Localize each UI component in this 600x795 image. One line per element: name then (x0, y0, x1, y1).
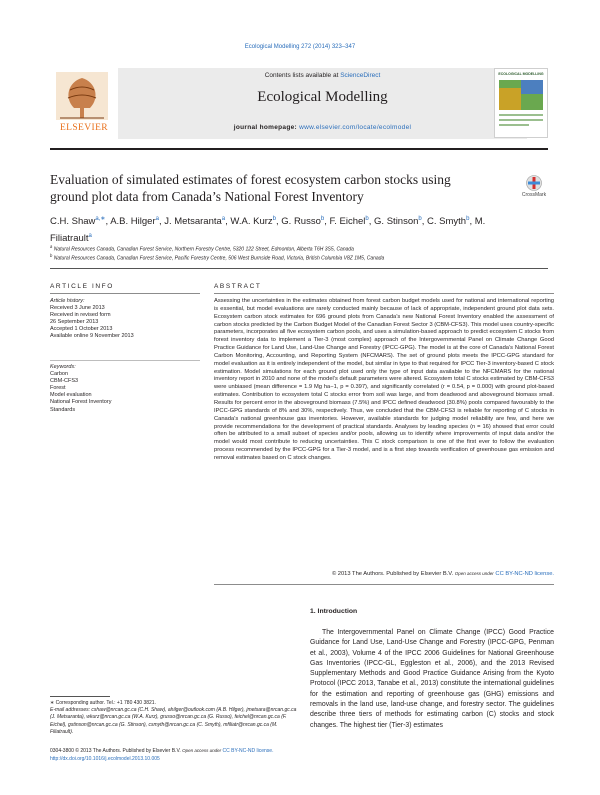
copyright-text: © 2013 The Authors. Published by Elsevier B.V. (331, 571, 454, 577)
author-list: C.H. Shaw$^{a,∗}$, A.B. Hilger$^a$, J. Metsaranta$^a$, W.A. Kurz$^b$, G. Russo$^b$, F. Eichel$^b$, G. Stinson$^b$, C. Smyth$^b$, M. Filiatrault$^a$ (50, 216, 486, 245)
elsevier-wordmark: ELSEVIER (59, 123, 109, 133)
article-info-heading: ARTICLE INFO (50, 283, 114, 290)
history-item: Received 3 June 2013 (50, 305, 105, 312)
keyword: Standards (50, 406, 76, 413)
history-item: Received in revised form (50, 312, 111, 319)
affiliation: $^a$ Natural Resources Canada, Canadian Forest Service, Northern Forestry Centre, 5320 122 Street, Edmonton, Alberta T6H 3S5, Canada (50, 244, 354, 253)
abstract-copyright (214, 571, 554, 577)
contents-line (118, 72, 527, 79)
abstract-rule (214, 293, 554, 294)
article-title: Evaluation of simulated estimates of forest ecosystem carbon stocks using ground plot data from Canada’s National Forest Inventory (50, 172, 451, 204)
footer-open-access: Open access under (182, 748, 222, 753)
journal-title: Ecological Modelling (257, 89, 388, 105)
keyword: Carbon (50, 371, 69, 378)
author[interactable]: F. Eichel$^b$ (329, 216, 369, 228)
keyword: National Forest Inventory (50, 399, 112, 406)
doi-link[interactable]: http://dx.doi.org/10.1016/j.ecolmodel.2013.10.005 (50, 755, 160, 762)
header-divider (50, 148, 548, 150)
corresponding-author-footnote (50, 700, 300, 736)
crossmark-badge[interactable] (517, 175, 551, 205)
journal-citation[interactable]: Ecological Modelling 272 (2014) 323–347 (244, 44, 356, 50)
keyword: CBM-CFS3 (50, 378, 79, 385)
abstract-text: Assessing the uncertainties in the estimates obtained from forest carbon budget models used for national and international reporting is essential, but model evaluations are rarely conducted mainly because of lack of appropriate, independent ground plot data sets. Ecosystem carbon stock estimates for 696 ground plots from Canada’s new National Forest Inventory enabled the assessment of carbon stocks predicted by the Carbon Budget Model of the Canadian Forest Sector 3 (CBM-CFS3). This model uses country-specific parameters, incorporates all five ecosystem carbon pools, and uses a simulation-based approach to predict ecosystem C stocks from forest inventory data to implement a Tier-3 (most complex) approach of the Intergovernmental Panel on Climate Change Good Practice Guidance for Land Use, Land-Use Change and Forestry (IPCC-GPG). The model is at the core of Canada’s National Forest Carbon Monitoring, Accounting, and Reporting System (NFCMARS). The set of ground plots meets the IPCC-GPG standard for model evaluation as it is entirely independent of the model, but similar in type to that required for IPCC Tier-3 inventory-based C stock estimation. Model simulations for each ground plot used only the type of input data available to the NFCMARS for the national inventory report in 2010 and none of the model’s default parameters were altered. Ecosystem total C stocks estimated by CBM-CFS3 were unbiased (mean difference = 1.9 Mg ha−1, p = 0.397), and significantly correlated (r = 0.54, p = 0.000) with ground plot-based estimates. Contribution to ecosystem total C stocks error from soil was large, and from deadwood and aboveground biomass small. Results for percent error in the aboveground biomass (7.5%) and IPCC defined deadwood (30.8%) pools compared favourably to the IPCC-GPG standards of 8% and 30%, respectively. Thus, we concluded that the CBM-CFS3 is reliable for reporting of C stocks in Canada’s national greenhouse gas inventories. However, available standards for judging model reliability are few, and here we provide recommendations for the development of practical standards. Analyses by leading species (n = 16) showed that error could often be attributed to a small subset of species and/or pools, allowing us to identify where improvements of input data and/or the model would most contribute to reducing uncertainties. This C stock comparison is one of the first ever to follow the evaluation process recommended by the IPCC-GPG for a Tier-3 model, and is a first step towards verification of greenhouse gas emission and removal estimates based on C stock changes. (214, 298, 554, 461)
history-item: Available online 9 November 2013 (50, 333, 134, 340)
affiliation-divider (50, 268, 548, 269)
homepage-prefix: journal homepage: (233, 124, 300, 131)
author[interactable]: M. Filiatrault$^a$ (50, 216, 486, 245)
author[interactable]: G. Russo$^b$ (281, 216, 325, 228)
issn-copyright: 0304-3800 © 2013 The Authors. Published by Elsevier B.V. (50, 748, 181, 754)
crossmark-label: CrossMark (521, 192, 547, 198)
author[interactable]: J. Metsaranta$^a$ (164, 216, 226, 228)
keywords-rule (50, 360, 200, 361)
crossmark-icon (526, 175, 542, 191)
author[interactable]: G. Stinson$^b$ (374, 216, 422, 228)
footnote-rule (50, 696, 110, 697)
affiliation: $^b$ Natural Resources Canada, Canadian Forest Service, Pacific Forestry Centre, 506 West Burnside Road, Victoria, British Columbia V8Z 1M5, Canada (50, 253, 385, 262)
keyword: Model evaluation (50, 392, 92, 399)
history-item: Accepted 1 October 2013 (50, 326, 113, 333)
author[interactable]: A.B. Hilger$^a$ (110, 216, 159, 228)
abstract-heading: ABSTRACT (214, 283, 262, 290)
introduction-body: The Intergovernmental Panel on Climate Change (IPCC) Good Practice Guidance for Land Use, Land-Use Change and Forestry (IPCC-GPG, Penman et al., 2003), Volume 4 of the IPCC 2006 Guidelines for National Greenhouse Gas Inventories (IPCC-GL, Eggleston et al., 2006), and the 2013 Revised Supplementary Methods and Good Practice Guidance Arising from the Kyoto Protocol (IPCC 2013, Tanabe et al., 2013) constitute the international guidelines for the estimation and reporting of greenhouse gas (GHG) emissions and removals in the land use, land-use change, and forestry sector. The guidelines describe three tiers of methods for estimating carbon (C) stocks and stock changes. The highest tier (Tier-3) estimates (310, 629, 554, 729)
footer-license-link[interactable]: CC BY-NC-ND license. (222, 748, 274, 754)
author[interactable]: C.H. Shaw$^{a,∗}$ (50, 216, 106, 228)
history-label: Article history: (50, 298, 85, 304)
keywords-label: Keywords: (50, 364, 76, 370)
author[interactable]: W.A. Kurz$^b$ (230, 216, 276, 228)
introduction-heading: 1. Introduction (310, 608, 358, 615)
cover-title: ECOLOGICAL MODELLING (498, 72, 544, 76)
keywords (50, 364, 200, 414)
open-access-label: Open access under (454, 571, 494, 576)
homepage-link[interactable]: www.elsevier.com/locate/ecolmodel (299, 124, 412, 131)
corresponding-author: ∗ Corresponding author. Tel.: +1 780 430 3821. (50, 700, 156, 706)
page-footer (50, 747, 390, 763)
journal-homepage (118, 124, 527, 131)
elsevier-logo[interactable] (50, 68, 114, 138)
sciencedirect-link[interactable]: ScienceDirect (340, 72, 381, 79)
article-info-rule (50, 293, 200, 294)
abstract-end-rule (214, 584, 554, 585)
keyword: Forest (50, 385, 66, 392)
license-link[interactable]: CC BY-NC-ND license. (495, 571, 554, 577)
author[interactable]: C. Smyth$^b$ (427, 216, 470, 228)
history-item: 26 September 2013 (50, 319, 99, 326)
article-history (50, 298, 200, 341)
contents-prefix: Contents lists available at (264, 72, 341, 79)
email-addresses[interactable]: E-mail addresses: cshaw@nrcan.gc.ca (C.H. Shaw), ahilger@outlook.com (A.B. Hilger), jmetsara@nrcan.gc.ca (J. Metsaranta), wkurz@nrcan.gc.ca (W.A. Kurz), grusso@nrcan.gc.ca (G. Russo), feichel@nrcan.gc.ca (F. Eichel), gstinson@nrcan.gc.ca (G. Stinson), csmyth@nrcan.gc.ca (C. Smyth), mfiliatr@nrcan.gc.ca (M. Filiatrault). (50, 707, 297, 735)
